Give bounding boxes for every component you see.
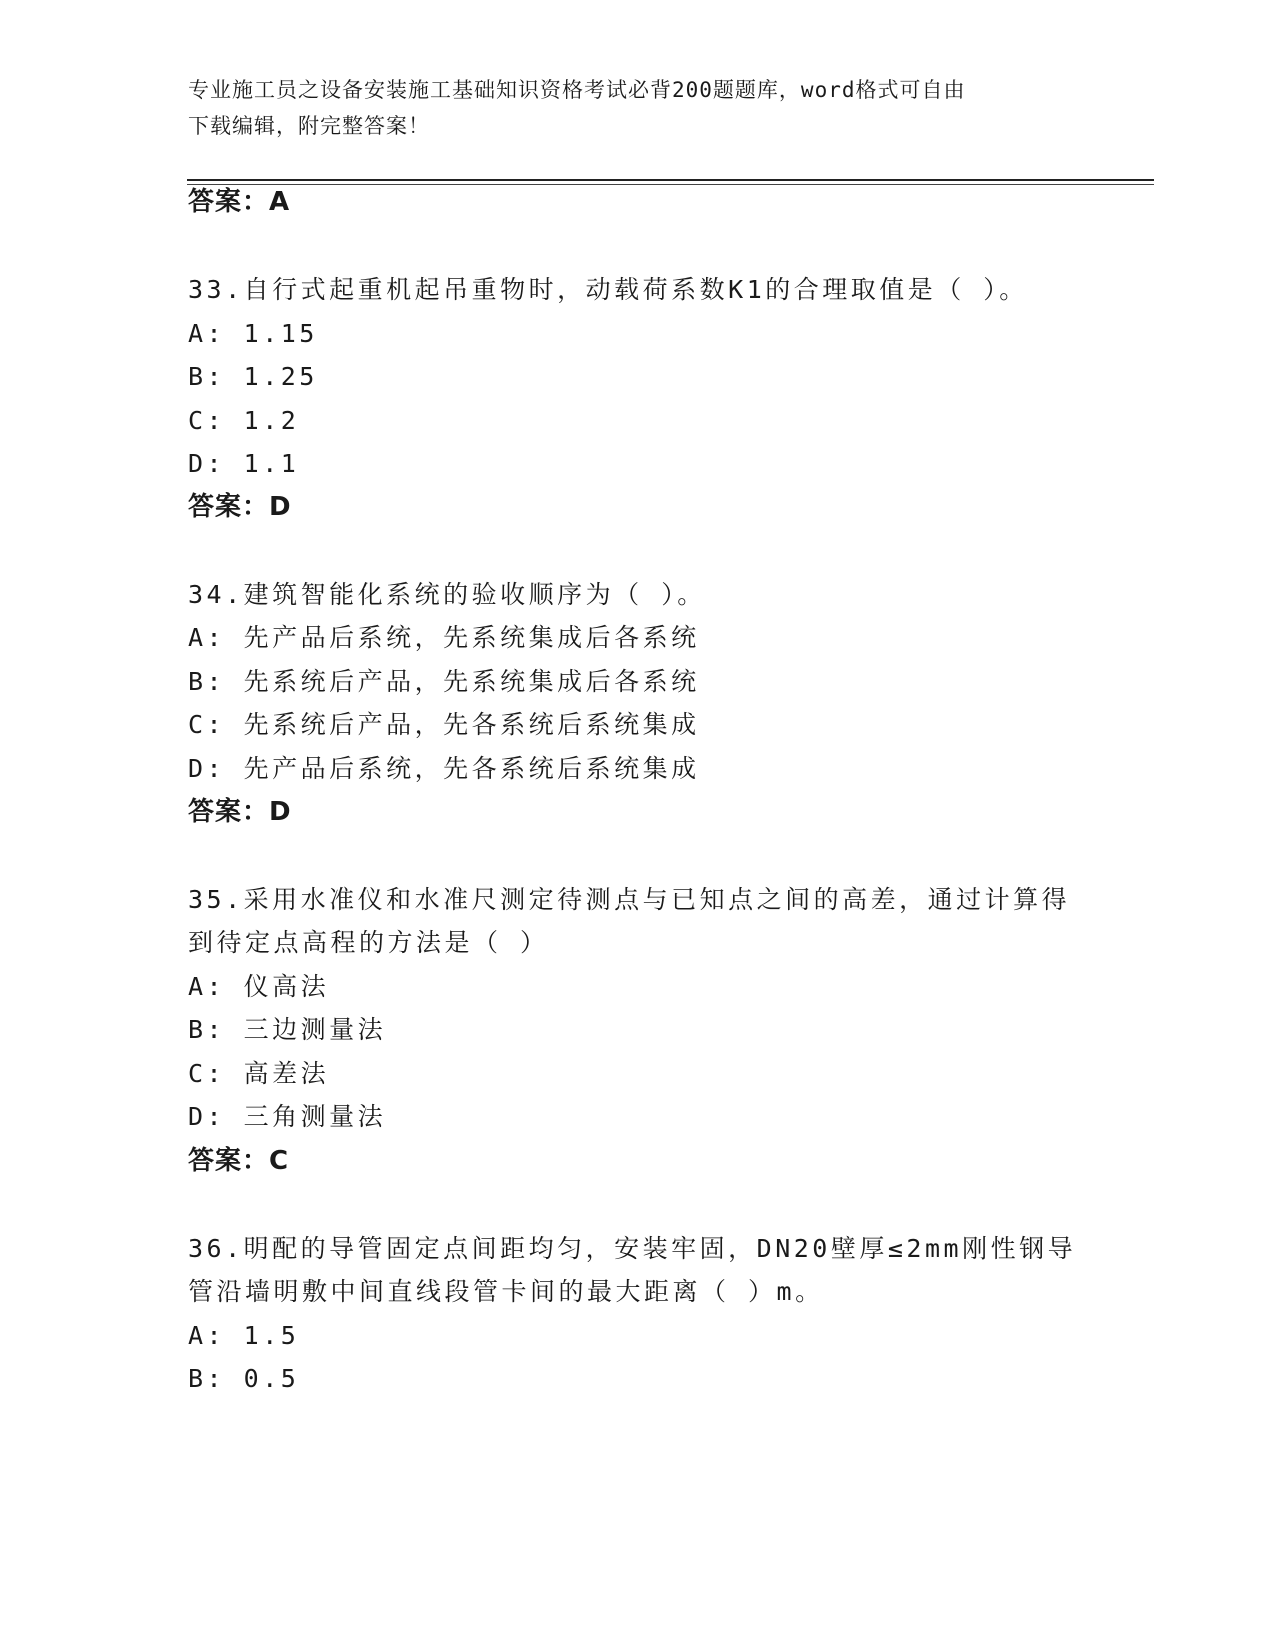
question-35-option-d: D: 三角测量法	[188, 1102, 387, 1131]
header-rule-thick	[187, 179, 1154, 181]
document-header	[188, 72, 1068, 144]
question-35-stem-line-1: 35.采用水准仪和水准尺测定待测点与已知点之间的高差，通过计算得	[188, 885, 1071, 914]
question-36-option-a: A: 1.5	[188, 1321, 300, 1350]
question-36-stem-line-1: 36.明配的导管固定点间距均匀，安装牢固，DN20壁厚≤2mm刚性钢导	[188, 1234, 1077, 1263]
header-line-1: 专业施工员之设备安装施工基础知识资格考试必背200题题库，word格式可自由	[188, 78, 966, 102]
question-35-stem-line-2: 到待定点高程的方法是（ ）	[188, 928, 549, 957]
question-33-answer: 答案：D	[188, 492, 292, 522]
question-35-option-c: C: 高差法	[188, 1059, 330, 1088]
answer-prev: 答案：A	[188, 187, 291, 217]
question-33-option-c: C: 1.2	[188, 406, 300, 435]
question-34-option-c: C: 先系统后产品，先各系统后系统集成	[188, 710, 700, 739]
question-33-stem: 33.自行式起重机起吊重物时，动载荷系数K1的合理取值是（ ）。	[188, 275, 1028, 304]
question-34-option-a: A: 先产品后系统，先系统集成后各系统	[188, 623, 700, 652]
header-rule-thin	[187, 184, 1154, 185]
question-33-option-d: D: 1.1	[188, 449, 300, 478]
header-line-2: 下载编辑，附完整答案！	[188, 114, 430, 138]
question-33-option-b: B: 1.25	[188, 362, 318, 391]
question-36-stem-line-2: 管沿墙明敷中间直线段管卡间的最大距离（ ）m。	[188, 1277, 824, 1306]
question-35-option-b: B: 三边测量法	[188, 1015, 387, 1044]
question-35-answer: 答案：C	[188, 1146, 290, 1176]
question-36-option-b: B: 0.5	[188, 1364, 300, 1393]
question-34-option-b: B: 先系统后产品，先系统集成后各系统	[188, 667, 700, 696]
question-33-option-a: A: 1.15	[188, 319, 318, 348]
question-34-answer: 答案：D	[188, 797, 292, 827]
question-34-option-d: D: 先产品后系统，先各系统后系统集成	[188, 754, 700, 783]
question-34-stem: 34.建筑智能化系统的验收顺序为（ ）。	[188, 580, 706, 609]
question-35-option-a: A: 仪高法	[188, 972, 330, 1001]
